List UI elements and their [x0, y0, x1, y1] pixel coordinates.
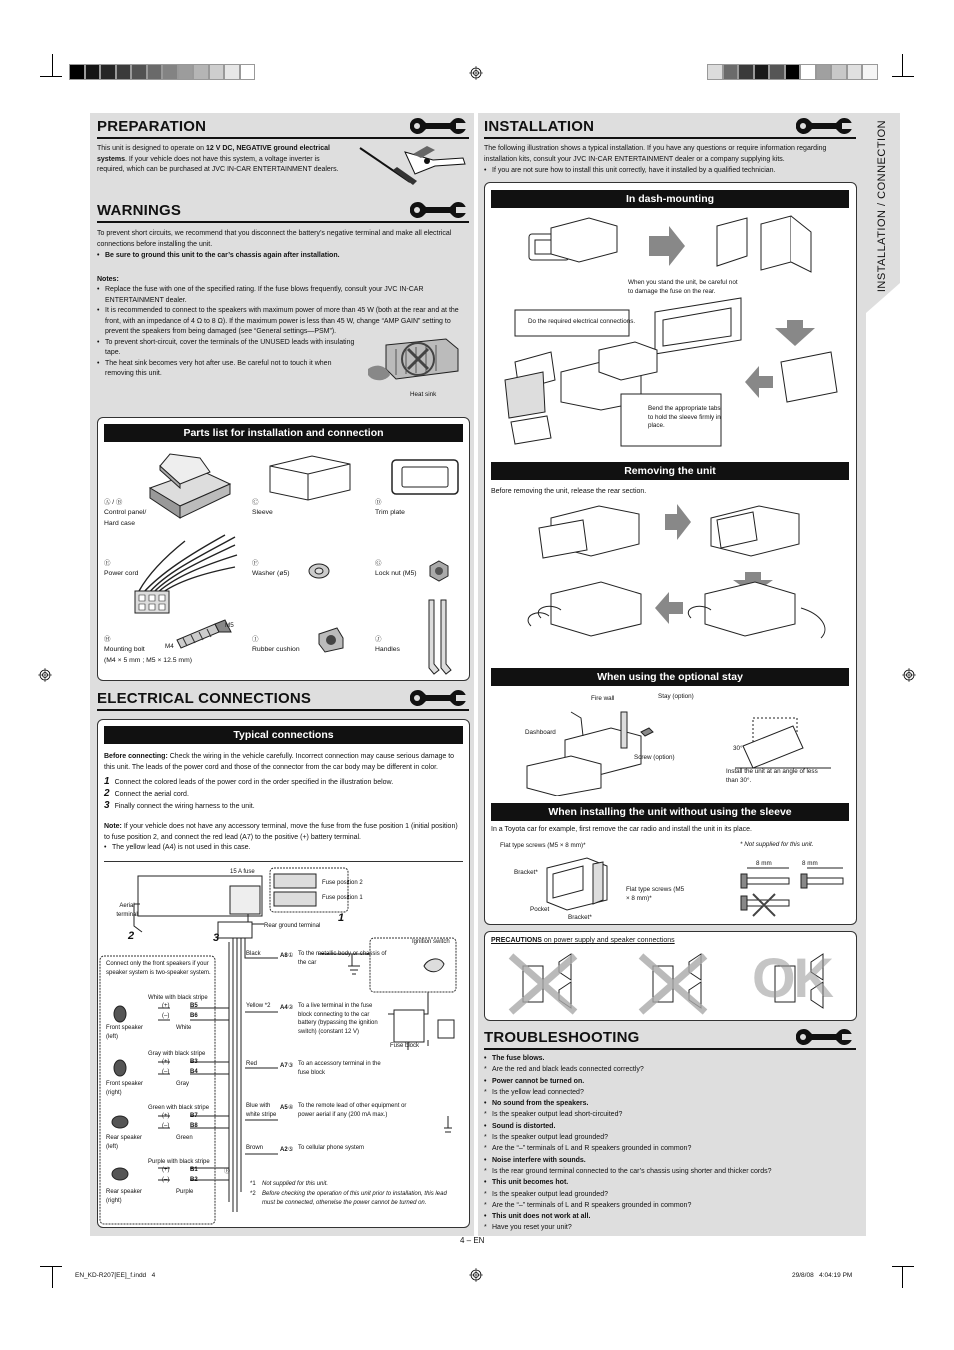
note-text: Note: If your vehicle does not have any accessory terminal, move the fuse from the fuse position 1 (initial position) to fuse position 2, and connect the red lead (A7) to the positive (+) battery terminal.	[104, 823, 458, 841]
nosleeve-text: In a Toyota car for example, first remove the car radio and install the unit in its place.	[491, 826, 752, 833]
part-name: Rubber cushion	[252, 646, 300, 653]
file-date: 29/8/08 4:04:19 PM	[792, 1272, 853, 1279]
wrench-icon	[410, 200, 466, 220]
part-name: Mounting bolt (M4 × 5 mm ; M5 × 12.5 mm)	[104, 646, 193, 664]
lead-color: Red	[246, 1061, 258, 1067]
bracket-label: Bracket*	[514, 869, 538, 876]
removing-text: Before removing the unit, release the rear section.	[491, 488, 647, 495]
color-swatch	[240, 64, 256, 80]
speaker-code: B5	[190, 1003, 198, 1009]
note-item: • The heat sink becomes very hot after use. Be careful not to touch it when removing this unit.	[97, 359, 359, 380]
warnings-rule	[97, 221, 469, 223]
preparation-text: This unit is designed to operate on 12 V DC, NEGATIVE ground electrical systems. If your vehicle does not have this system, a voltage inverter is required, which can be purchased at JVC IN-CAR ENTERTAINMENT dealers.	[97, 145, 339, 173]
lead-destination: To a live terminal in the fuse block connecting to the car battery (bypassing the ignition switch) (constant 12 V)	[298, 1003, 378, 1035]
rubber-cushion-illustration	[313, 624, 349, 654]
part-name: Washer (ø5)	[252, 570, 290, 577]
wrench-icon	[796, 1027, 852, 1047]
electrical-rule	[97, 709, 469, 711]
speaker-minus: (–)	[162, 1069, 170, 1075]
color-bar-right	[707, 64, 878, 80]
ignition-label: Ignition switch	[412, 939, 450, 945]
warnings-intro: To prevent short circuits, we recommend that you disconnect the battery’s negative terminal and make all electrical connections before installing the unit.	[97, 230, 452, 248]
preparation-title: PREPARATION	[97, 118, 207, 135]
registration-mark-left	[38, 668, 52, 682]
speaker-stripe: Purple with black stripe	[148, 1159, 210, 1165]
speaker-color: Gray	[176, 1081, 190, 1087]
lead-destination: To the metallic body or chassis of the car	[298, 951, 387, 966]
screw-label: Screw (option)	[634, 754, 675, 761]
color-swatch	[723, 64, 739, 80]
color-swatch	[862, 64, 878, 80]
lock-nut-illustration	[428, 559, 450, 583]
wrench-icon	[410, 116, 466, 136]
fuse-15a-label: 15 A fuse	[230, 869, 255, 875]
num-2: 2	[128, 930, 135, 942]
m4-label: M4	[165, 643, 174, 650]
part-code: Ⓐ / Ⓑ	[104, 499, 123, 506]
control-panel-illustration	[140, 448, 240, 526]
installation-intro: The following illustration shows a typical installation. If you have any questions or require information regarding installation kits, consult your JVC IN-CAR ENTERTAINMENT dealer or a company supplying kits.	[484, 145, 827, 163]
stand-note: When you stand the unit, be careful not to damage the fuse on the rear.	[628, 279, 738, 295]
color-swatch	[800, 64, 816, 80]
warnings-title: WARNINGS	[97, 202, 182, 219]
color-swatch	[785, 64, 801, 80]
tools-illustration	[355, 140, 470, 190]
part-name: Power cord	[104, 570, 139, 577]
flat-screws-side: Flat type screws (M5 × 8 mm)*	[626, 886, 685, 902]
trouble-answer: * Have you reset your unit?	[484, 1222, 856, 1233]
speaker-name: Front speaker (left)	[106, 1025, 144, 1040]
trouble-question: • This unit does not work at all.	[484, 1211, 856, 1222]
step-number: 1	[104, 776, 110, 787]
trouble-answer: * Is the speaker output lead grounded?	[484, 1132, 856, 1143]
parts-title: Parts list for installation and connection	[104, 424, 463, 442]
step-text: Finally connect the wiring harness to the unit.	[114, 803, 255, 810]
removing-title: Removing the unit	[491, 462, 849, 480]
lead-number: ③	[288, 1063, 294, 1069]
note-item: • It is recommended to connect to the speakers with maximum power of more than 45 W (both at the rear and at the front, with an impedance of 4 Ω to 8 Ω). If the maximum power is less than 45 W, change “AMP GAIN” setting to prevent the speakers from being damaged (see “General settings—PSM”).	[97, 306, 465, 338]
lead-code: A8	[280, 953, 288, 959]
color-swatch	[131, 64, 147, 80]
yellow-note: • The yellow lead (A4) is not used in this case.	[104, 843, 461, 854]
lead-color: Yellow *2	[246, 1003, 271, 1009]
speaker-name: Rear speaker (left)	[106, 1135, 143, 1150]
registration-mark-top	[469, 66, 483, 80]
stay-label: Stay (option)	[658, 693, 694, 700]
speaker-plus: (+)	[162, 1059, 170, 1065]
color-swatch	[707, 64, 723, 80]
trouble-answer: * Is the speaker output lead grounded?	[484, 1189, 856, 1200]
speaker-code: B7	[190, 1113, 198, 1119]
footnote-2: Before checking the operation of this unit prior to installation, this lead must be connected, otherwise the power cannot be turned on.	[262, 1191, 447, 1206]
flat-screws-top: Flat type screws (M5 × 8 mm)*	[500, 842, 586, 849]
installation-rule	[484, 137, 856, 139]
warnings-ground: • Be sure to ground this unit to the car’s chassis again after installation.	[97, 251, 457, 262]
side-tab-label: INSTALLATION / CONNECTION	[876, 119, 888, 293]
part-name: Control panel/ Hard case	[104, 509, 147, 527]
speaker-stripe: Gray with black stripe	[148, 1051, 206, 1057]
speaker-stripe: Green with black stripe	[148, 1105, 210, 1111]
step-text: Connect the aerial cord.	[114, 791, 189, 798]
aerial-label: Aerial terminal	[116, 903, 138, 918]
part-code: Ⓗ	[104, 636, 111, 643]
speaker-code: B3	[190, 1059, 198, 1065]
speaker-code: B1	[190, 1167, 198, 1173]
footnote-1-mark: *1	[250, 1181, 256, 1187]
step-item	[104, 800, 461, 812]
trouble-answer: * Is the yellow lead connected?	[484, 1087, 856, 1098]
lead-destination: To cellular phone system	[298, 1145, 365, 1151]
part-code: Ⓓ	[375, 499, 382, 506]
handles-illustration	[425, 598, 455, 676]
dash-title: In dash-mounting	[491, 190, 849, 208]
washer-illustration	[307, 562, 331, 580]
e-code: Ⓔ	[224, 1169, 231, 1175]
lead-code: A4	[280, 1005, 288, 1011]
footnote-1: Not supplied for this unit.	[262, 1181, 329, 1187]
color-bar-left	[69, 64, 255, 80]
part-code: Ⓕ	[252, 560, 259, 567]
lead-number: ⑤	[288, 1147, 294, 1153]
part-name: Lock nut (M5)	[375, 570, 417, 577]
color-swatch	[769, 64, 785, 80]
fuse-pos2-label: Fuse position 2	[322, 880, 363, 886]
color-swatch	[193, 64, 209, 80]
speaker-minus: (–)	[162, 1177, 170, 1183]
steps-list	[104, 776, 461, 812]
trouble-question: • The fuse blows.	[484, 1053, 856, 1064]
part-code: Ⓖ	[375, 560, 382, 567]
speaker-code: B6	[190, 1013, 198, 1019]
file-name: EN_KD-R207[EE]_f.indd 4	[75, 1272, 156, 1279]
registration-mark-right	[902, 668, 916, 682]
trouble-question: • This unit becomes hot.	[484, 1177, 856, 1188]
fuse-pos1-label: Fuse position 1	[322, 895, 363, 901]
speaker-name: Rear speaker (right)	[106, 1189, 143, 1204]
wrench-icon	[410, 688, 466, 708]
speaker-code: B4	[190, 1069, 198, 1075]
step-text: Connect the colored leads of the power cord in the order specified in the illustration below.	[114, 779, 394, 786]
notes-label: Notes:	[97, 276, 119, 283]
angle-label: 30°	[733, 745, 743, 752]
wrench-icon	[796, 116, 852, 136]
part-code: Ⓔ	[104, 560, 111, 567]
troubleshooting-list	[484, 1053, 856, 1234]
lead-number: ①	[288, 953, 294, 959]
speaker-code: B8	[190, 1123, 198, 1129]
troubleshooting-rule	[484, 1048, 856, 1050]
step-number: 3	[104, 800, 110, 811]
part-name: Handles	[375, 646, 400, 653]
speaker-color: Purple	[176, 1189, 194, 1195]
note-item: • To prevent short-circuit, cover the terminals of the UNUSED leads with insulating tape.	[97, 338, 357, 359]
part-code: Ⓒ	[252, 499, 259, 506]
mm-label: 8 mm	[802, 860, 818, 867]
lead-destination: To the remote lead of other equipment or power aerial if any (200 mA max.)	[298, 1103, 407, 1118]
color-swatch	[738, 64, 754, 80]
speaker-plus: (+)	[162, 1003, 170, 1009]
color-swatch	[847, 64, 863, 80]
trouble-answer: * Are the red and black leads connected correctly?	[484, 1064, 856, 1075]
not-supplied: * Not supplied for this unit.	[740, 841, 814, 848]
troubleshooting-title: TROUBLESHOOTING	[484, 1029, 640, 1046]
trouble-question: • Power cannot be turned on.	[484, 1076, 856, 1087]
speaker-color: White	[176, 1025, 192, 1031]
trouble-question: • Sound is distorted.	[484, 1121, 856, 1132]
part-code: Ⓙ	[375, 636, 382, 643]
color-swatch	[116, 64, 132, 80]
ok-mark: OK	[752, 946, 832, 1009]
part-name: Trim plate	[375, 509, 405, 516]
color-swatch	[178, 64, 194, 80]
pocket-label: Pocket	[530, 906, 550, 913]
trouble-answer: * Are the “–” terminals of L and R speakers grounded in common?	[484, 1200, 856, 1211]
fuse-block-label: Fuse block	[390, 1043, 420, 1049]
step3-note: Do the required electrical connections.	[528, 318, 636, 325]
speaker-color: Green	[176, 1135, 193, 1141]
stay-title: When using the optional stay	[491, 668, 849, 686]
sleeve-illustration	[262, 452, 357, 504]
precautions-heading: PRECAUTIONS on power supply and speaker connections	[491, 937, 675, 944]
speaker-plus: (+)	[162, 1113, 170, 1119]
speaker-stripe: White with black stripe	[148, 995, 208, 1001]
trouble-question: • No sound from the speakers.	[484, 1098, 856, 1109]
installation-title: INSTALLATION	[484, 118, 595, 135]
num-3: 3	[213, 932, 220, 944]
power-cord-illustration	[125, 533, 240, 618]
bend-note: Bend the appropriate tabs to hold the sleeve firmly in place.	[648, 405, 721, 429]
note-item: • Replace the fuse with one of the specified rating. If the fuse blows frequently, consult your JVC IN-CAR ENTERTAINMENT dealer.	[97, 285, 465, 306]
footnote-2-mark: *2	[250, 1191, 256, 1197]
speaker-minus: (–)	[162, 1123, 170, 1129]
nosleeve-title: When installing the unit without using the sleeve	[491, 803, 849, 821]
lead-color: Black	[246, 951, 261, 957]
lead-color: Blue with white stripe	[246, 1103, 277, 1118]
part-name: Sleeve	[252, 509, 273, 516]
page-number: 4 – EN	[460, 1236, 485, 1245]
lead-number: ④	[288, 1105, 294, 1111]
typical-title: Typical connections	[104, 726, 463, 744]
color-swatch	[831, 64, 847, 80]
trim-plate-illustration	[388, 456, 463, 500]
trouble-question: • Noise interfere with sounds.	[484, 1155, 856, 1166]
color-swatch	[754, 64, 770, 80]
color-swatch	[100, 64, 116, 80]
bracket2-label: Bracket*	[568, 914, 592, 921]
removing-illustration	[491, 498, 849, 658]
step-item	[104, 788, 461, 800]
lead-code: A7	[280, 1063, 288, 1069]
lead-destination: To an accessory terminal in the fuse block	[298, 1061, 381, 1076]
electrical-title: ELECTRICAL CONNECTIONS	[97, 690, 312, 707]
trouble-answer: * Are the “–” terminals of L and R speakers grounded in common?	[484, 1143, 856, 1154]
angle-note: Install the unit at an angle of less than 30°.	[726, 768, 818, 784]
installation-note: • If you are not sure how to install this unit correctly, have it installed by a qualified technician.	[484, 166, 856, 177]
lead-color: Brown	[246, 1145, 264, 1151]
heat-sink-illustration	[366, 335, 466, 387]
speaker-name: Front speaker (right)	[106, 1081, 144, 1096]
heat-sink-label: Heat sink	[410, 391, 437, 398]
color-swatch	[162, 64, 178, 80]
rear-ground-label: Rear ground terminal	[264, 923, 321, 929]
step-item	[104, 776, 461, 788]
color-swatch	[816, 64, 832, 80]
color-swatch	[209, 64, 225, 80]
front-only-note: Connect only the front speakers if your speaker system is two-speaker system.	[106, 961, 211, 976]
speaker-plus: (+)	[162, 1167, 170, 1173]
lead-code: A5	[280, 1105, 288, 1111]
num-1: 1	[338, 912, 345, 924]
color-swatch	[224, 64, 240, 80]
color-swatch	[85, 64, 101, 80]
lead-code: A2	[280, 1147, 288, 1153]
color-swatch	[69, 64, 85, 80]
speaker-minus: (–)	[162, 1013, 170, 1019]
preparation-rule	[97, 137, 469, 139]
mm-label: 8 mm	[756, 860, 772, 867]
speaker-code: B2	[190, 1177, 198, 1183]
trouble-answer: * Is the speaker output lead short-circuited?	[484, 1109, 856, 1120]
dashboard-label: Dashboard	[525, 729, 556, 736]
registration-mark-bottom	[469, 1268, 483, 1282]
fire-wall-label: Fire wall	[591, 695, 615, 702]
before-connecting: Before connecting: Check the wiring in the vehicle carefully. Incorrect connection may cause serious damage to this unit. The leads of the power cord and those of the connector from the car body may be different in color.	[104, 753, 455, 771]
m5-label: M5	[225, 622, 234, 629]
part-code: Ⓘ	[252, 636, 259, 643]
color-swatch	[147, 64, 163, 80]
step-number: 2	[104, 788, 110, 799]
lead-number: ②	[288, 1005, 294, 1011]
trouble-answer: * Is the rear ground terminal connected to the car’s chassis using shorter and thicker cords?	[484, 1166, 856, 1177]
